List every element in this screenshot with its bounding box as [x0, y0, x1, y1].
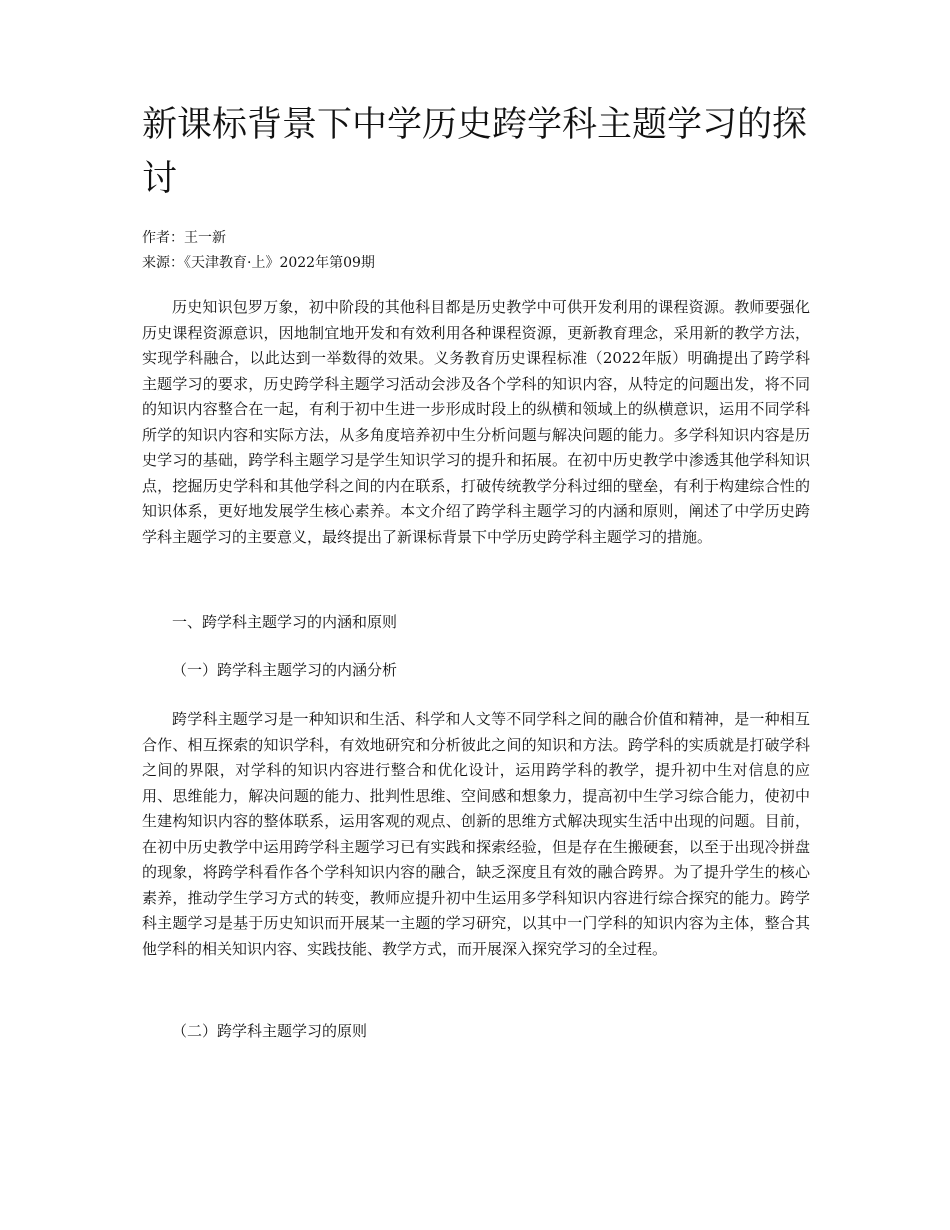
author-line: 作者：王一新 — [142, 230, 226, 246]
intro-paragraph: 历史知识包罗万象，初中阶段的其他科目都是历史教学中可供开发利用的课程资源。教师要强化历史课程资源意识，因地制宜地开发和有效利用各种课程资源，更新教育理念，采用新的教学方法，实现学科融合，以此达到一举数得的效果。义务教育历史课程标准（2022年版）明确提出了跨学科主题学习的要求，历史跨学科主题学习活动会涉及各个学科的知识内容，从特定的问题出发，将不同的知识内容整合在一起，有利于初中生进一步形成时段上的纵横和领域上的纵横意识，运用不同学科所学的知识内容和实际方法，从多角度培养初中生分析问题与解决问题的能力。多学科知识内容是历史学习的基础，跨学科主题学习是学生知识学习的提升和拓展。在初中历史教学中渗透其他学科知识点，挖掘历史学科和其他学科之间的内在联系，打破传统教学分科过细的壁垒，有利于构建综合性的知识体系，更好地发展学生核心素养。本文介绍了跨学科主题学习的内涵和原则，阐述了中学历史跨学科主题学习的主要意义，最终提出了新课标背景下中学历史跨学科主题学习的措施。 — [142, 298, 810, 546]
page-title: 新课标背景下中学历史跨学科主题学习的探讨 — [142, 105, 808, 199]
subsection-heading-1-2: （二）跨学科主题学习的原则 — [172, 1022, 368, 1040]
source-line: 来源：《天津教育·上》2022年第09期 — [142, 255, 375, 271]
article-meta — [142, 226, 810, 276]
body-paragraph: 跨学科主题学习是一种知识和生活、科学和人文等不同学科之间的融合价值和精神，是一种相互合作、相互探索的知识学科，有效地研究和分析彼此之间的知识和方法。跨学科的实质就是打破学科之间的界限，对学科的知识内容进行整合和优化设计，运用跨学科的教学，提升初中生对信息的应用、思维能力，解决问题的能力、批判性思维、空间感和想象力，提高初中生学习综合能力，使初中生建构知识内容的整体联系，运用客观的观点、创新的思维方式解决现实生活中出现的问题。目前，在初中历史教学中运用跨学科主题学习已有实践和探索经验，但是存在生搬硬套，以至于出现冷拼盘的现象，将跨学科看作各个学科知识内容的融合，缺乏深度且有效的融合跨界。为了提升学生的核心素养，推动学生学习方式的转变，教师应提升初中生运用多学科知识内容进行综合探究的能力。跨学科主题学习是基于历史知识而开展某一主题的学习研究，以其中一门学科的知识内容为主体，整合其他学科的相关知识内容、实践技能、教学方式，而开展深入探究学习的全过程。 — [142, 710, 810, 958]
subsection-heading-1-1: （一）跨学科主题学习的内涵分析 — [172, 661, 398, 679]
section-heading-1: 一、跨学科主题学习的内涵和原则 — [172, 613, 398, 631]
